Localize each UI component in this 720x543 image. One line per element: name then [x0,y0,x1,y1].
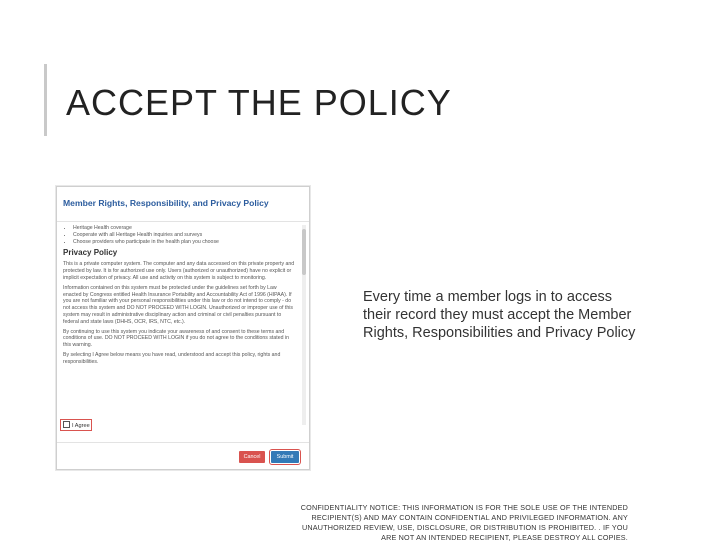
policy-paragraph: This is a private computer system. The computer and any data accessed on this private property and protected by law. It is for authorized use only. Users (authorized or unauthorized) have no explicit or implicit expectation of privacy. All use and activity on this system is subject to monitoring. [63,261,295,281]
scrollbar-thumb[interactable] [302,229,306,275]
list-item: • Cooperate with all Heritage Health inquiries and surveys [73,232,295,239]
modal-title: Member Rights, Responsibility, and Privacy Policy [63,198,269,208]
modal-footer [57,442,309,469]
agree-label: I Agree [72,423,90,429]
policy-paragraph: Information contained on this system must be protected under the guidelines set forth by Law enacted by Congress entitled Health Insurance Portability and Accountability Act of 1996 (HIPAA). If you are not familiar with your personal responsibilities under this law or do not intend to comply - do not access this system and DO NOT PROCEED WITH LOGIN. Unauthorized or improper use of this system may result in administrative disciplinary action and criminal or civil penalties pursuant to federal and state laws (DHHS, OCR, IRS, NTC, etc.). [63,284,293,325]
rights-list [63,225,295,245]
page-title: ACCEPT THE POLICY [66,82,452,123]
policy-paragraph: By selecting I Agree below means you have read, understood and accept this policy, rights and responsibilities. [63,351,281,365]
title-accent-bar [44,64,47,136]
list-item: • Heritage Health coverage [73,225,295,232]
modal-scrollbar[interactable] [302,225,306,425]
slide-description: Every time a member logs in to access their record they must accept the Member Rights, Responsibilities and Privacy Policy [363,289,636,341]
checkbox-icon[interactable] [63,421,70,428]
modal-body [63,225,295,369]
cancel-button[interactable]: Cancel [239,451,265,463]
policy-paragraph: By continuing to use this system you indicate your awareness of and consent to these terms and conditions of use. DO NOT PROCEED WITH LOGIN if you do not agree to the conditions stated in this warning. [63,328,289,349]
modal-header [57,187,309,222]
privacy-policy-heading: Privacy Policy [63,248,118,258]
list-item: • Choose providers who participate in the health plan you choose [73,239,295,246]
agree-checkbox[interactable] [60,419,92,431]
confidentiality-notice: CONFIDENTIALITY NOTICE: THIS INFORMATION IS FOR THE SOLE USE OF THE INTENDED RECIPIENT(S) AND MAY CONTAIN CONFIDENTIAL AND PRIVILEGED INFORMATION. ANY UNAUTHORIZED REVIEW, USE, DISCLOSURE, OR DISTRIBUTION IS PROHIBITED. . IF YOU ARE NOT AN INTENDED RECIPIENT, PLEASE DESTROY ALL COPIES. [300,503,628,542]
policy-modal-screenshot [56,186,310,470]
submit-button[interactable]: Submit [271,451,299,463]
